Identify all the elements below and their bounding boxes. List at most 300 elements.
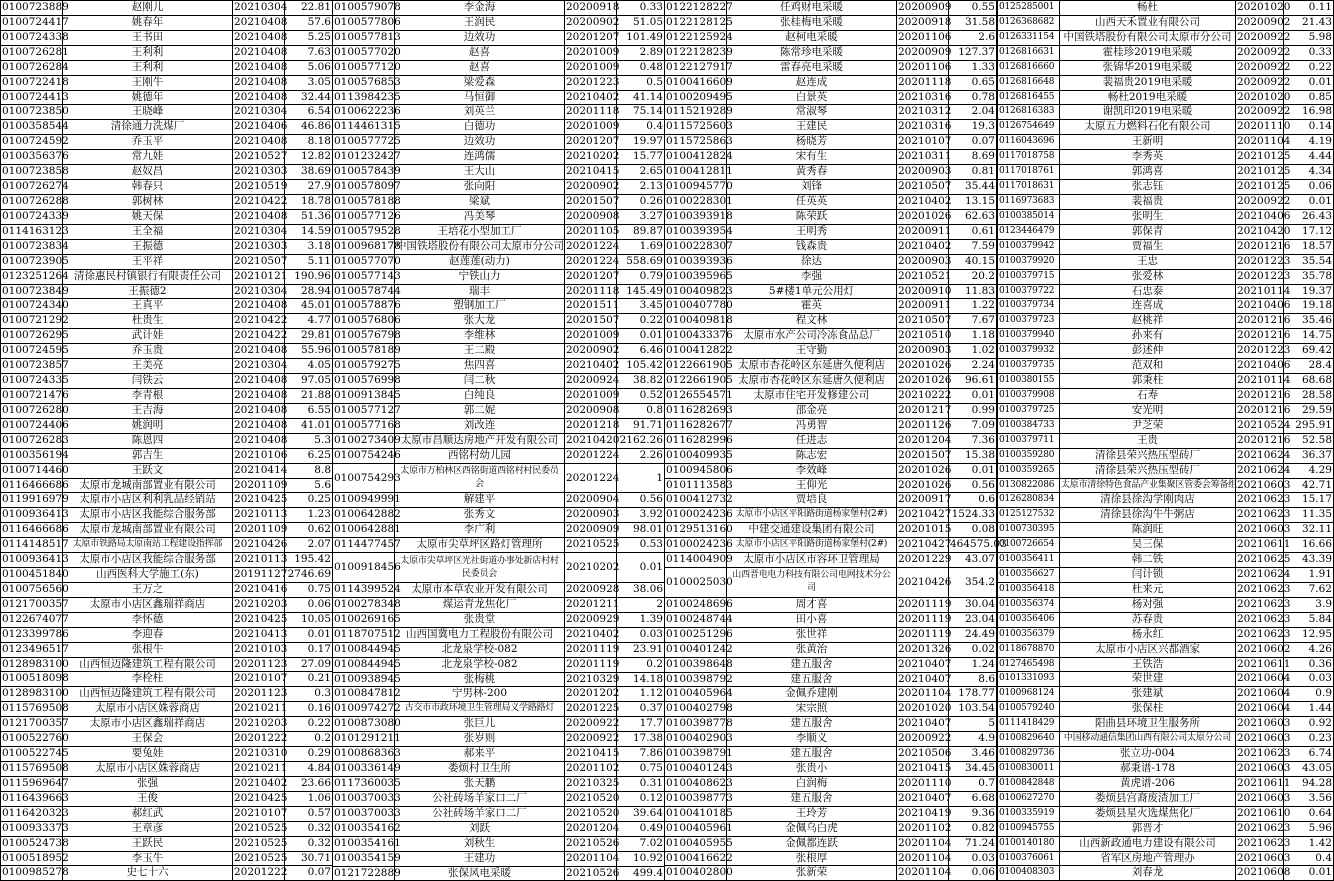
account-id-cell[interactable]: 0118707512 xyxy=(333,627,395,642)
customer-name-cell[interactable]: 赵桃祥 xyxy=(1060,314,1236,329)
date-cell[interactable]: 20200909 xyxy=(897,45,949,60)
customer-name-cell[interactable]: 张立功-004 xyxy=(1060,747,1236,762)
date-cell[interactable]: 20210107 xyxy=(233,806,285,821)
value-cell[interactable]: 0.32 xyxy=(285,836,333,851)
customer-name-cell[interactable]: 闫二秋 xyxy=(395,374,565,389)
account-id-cell[interactable]: 0100409935 xyxy=(665,448,727,463)
date-cell[interactable]: 20210420 xyxy=(565,433,617,448)
customer-name-cell[interactable]: 杜贵生 xyxy=(63,314,233,329)
customer-name-cell[interactable]: 清徐通力洗煤厂 xyxy=(63,120,233,135)
value-cell[interactable]: 69.42 xyxy=(1284,344,1334,359)
date-cell[interactable]: 20210408 xyxy=(233,135,285,150)
customer-name-cell[interactable]: 山西医科大学施工(东) xyxy=(63,568,233,583)
customer-name-cell[interactable]: 王培花小型加工厂 xyxy=(395,224,565,239)
date-cell[interactable]: 20210402 xyxy=(897,194,949,209)
customer-name-cell[interactable]: 太原市小店区平阳路街道杨家堡村(2#) xyxy=(727,538,897,553)
customer-name-cell[interactable]: 郝来平 xyxy=(395,747,565,762)
customer-name-cell[interactable]: 刘跃 xyxy=(395,821,565,836)
account-id-cell[interactable]: 0100642882 xyxy=(333,508,395,523)
account-id-cell[interactable]: 0100577806 xyxy=(333,15,395,30)
account-id-cell[interactable]: 0100385014 xyxy=(998,209,1060,224)
value-cell[interactable]: 35.54 xyxy=(1284,254,1334,269)
date-cell[interactable]: 20201204 xyxy=(565,821,617,836)
customer-name-cell[interactable]: 金佩乔建刚 xyxy=(727,687,897,702)
date-cell[interactable]: 20210526 xyxy=(565,836,617,851)
value-cell[interactable]: 31.58 xyxy=(949,15,997,30)
value-cell[interactable]: 8.18 xyxy=(285,135,333,150)
date-cell[interactable]: 20210211 xyxy=(233,702,285,717)
customer-name-cell[interactable]: 马恒御 xyxy=(395,90,565,105)
customer-name-cell[interactable]: 刘改连 xyxy=(395,418,565,433)
customer-name-cell[interactable]: 姚天保 xyxy=(63,209,233,224)
customer-name-cell[interactable]: 郭树林 xyxy=(63,194,233,209)
value-cell[interactable]: 94.28 xyxy=(1284,776,1334,791)
date-cell[interactable]: 20201118 xyxy=(897,75,949,90)
customer-name-cell[interactable]: 赵莲莲(动力) xyxy=(395,254,565,269)
date-cell[interactable]: 20201207 xyxy=(565,135,617,150)
date-cell[interactable]: 20210422 xyxy=(233,194,285,209)
account-id-cell[interactable]: 0114477457 xyxy=(333,538,395,553)
date-cell[interactable]: 20210507 xyxy=(233,254,285,269)
value-cell[interactable]: 0.06 xyxy=(1284,180,1334,195)
customer-name-cell[interactable]: 赵奴昌 xyxy=(63,165,233,180)
account-id-cell[interactable]: 0100358544 xyxy=(1,120,63,135)
account-id-cell[interactable]: 0116282996 xyxy=(665,433,727,448)
value-cell[interactable]: 1.02 xyxy=(949,344,997,359)
date-cell[interactable]: 20210425 xyxy=(233,612,285,627)
value-cell[interactable]: 35.78 xyxy=(1284,269,1334,284)
date-cell[interactable]: 20210603 xyxy=(1236,717,1284,732)
value-cell[interactable]: 1.39 xyxy=(617,612,665,627)
value-cell[interactable]: 178.77 xyxy=(949,687,997,702)
customer-name-cell[interactable]: 刘英兰 xyxy=(395,105,565,120)
customer-name-cell[interactable]: 邵金亮 xyxy=(727,403,897,418)
customer-name-cell[interactable]: 裴福贵 xyxy=(1060,194,1236,209)
customer-name-cell[interactable]: 钱森贵 xyxy=(727,239,897,254)
date-cell[interactable]: 20210310 xyxy=(233,747,285,762)
value-cell[interactable]: 43.39 xyxy=(1284,553,1334,568)
value-cell[interactable]: 2.89 xyxy=(617,45,665,60)
date-cell[interactable]: 20210329 xyxy=(565,672,617,687)
account-id-cell[interactable]: 0100723834 xyxy=(1,239,63,254)
date-cell[interactable]: 20210407 xyxy=(897,717,949,732)
customer-name-cell[interactable]: 阳曲县环境卫生服务所 xyxy=(1060,717,1236,732)
date-cell[interactable]: 20210202 xyxy=(565,150,617,165)
value-cell[interactable]: 0.4 xyxy=(1284,851,1334,866)
account-id-cell[interactable]: 0100405961 xyxy=(665,821,727,836)
account-id-cell[interactable]: 0100024236 xyxy=(665,538,727,553)
account-id-cell[interactable]: 0100402798 xyxy=(665,702,727,717)
date-cell[interactable]: 20201104 xyxy=(897,866,949,881)
date-cell[interactable]: 20210603 xyxy=(1236,732,1284,747)
customer-name-cell[interactable]: 杨永红 xyxy=(1060,627,1236,642)
customer-name-cell[interactable]: 王俊 xyxy=(63,791,233,806)
value-cell[interactable]: 0.06 xyxy=(949,866,997,881)
value-cell[interactable]: 3.05 xyxy=(285,75,333,90)
value-cell[interactable]: 29.81 xyxy=(285,329,333,344)
customer-name-cell[interactable]: 张大龙 xyxy=(395,314,565,329)
customer-name-cell[interactable]: 西铭村幼儿园 xyxy=(395,448,565,463)
value-cell[interactable]: 14.59 xyxy=(285,224,333,239)
date-cell[interactable]: 20200922 xyxy=(897,732,949,747)
customer-name-cell[interactable]: 梁爱森 xyxy=(395,75,565,90)
value-cell[interactable]: 71.24 xyxy=(949,836,997,851)
date-cell[interactable]: 20210611 xyxy=(1236,776,1284,791)
customer-name-cell[interactable]: 黄虎谱-206 xyxy=(1060,776,1236,791)
customer-name-cell[interactable]: 建五服舍 xyxy=(727,791,897,806)
value-cell[interactable]: 6.25 xyxy=(285,448,333,463)
customer-name-cell[interactable]: 王利利 xyxy=(63,60,233,75)
account-id-cell[interactable]: 0125285001 xyxy=(998,1,1060,16)
date-cell[interactable]: 20210521 xyxy=(897,269,949,284)
value-cell[interactable]: 0.2 xyxy=(285,732,333,747)
customer-name-cell[interactable]: 李效峰 xyxy=(727,463,897,478)
account-id-cell[interactable]: 0100578097 xyxy=(333,180,395,195)
date-cell[interactable]: 20210422 xyxy=(233,314,285,329)
customer-name-cell[interactable]: 瑞丰 xyxy=(395,284,565,299)
date-cell[interactable]: 20210416 xyxy=(233,582,285,597)
value-cell[interactable]: 0.99 xyxy=(949,403,997,418)
account-id-cell[interactable]: 0100384733 xyxy=(998,418,1060,433)
account-id-cell[interactable]: 0100356374 xyxy=(998,597,1060,612)
customer-name-cell[interactable]: 孙来有 xyxy=(1060,329,1236,344)
account-id-cell[interactable]: 0100913845 xyxy=(333,388,395,403)
account-id-cell[interactable]: 0100726280 xyxy=(1,403,63,418)
account-id-cell[interactable]: 0100722418 xyxy=(1,75,63,90)
value-cell[interactable]: 1.33 xyxy=(949,60,997,75)
account-id-cell[interactable]: 0116420323 xyxy=(1,806,63,821)
account-id-cell[interactable]: 0126754649 xyxy=(998,120,1060,135)
customer-name-cell[interactable]: 畅杜 xyxy=(1060,1,1236,16)
date-cell[interactable]: 20210407 xyxy=(897,791,949,806)
account-id-cell[interactable]: 0100579275 xyxy=(333,359,395,374)
date-cell[interactable]: 20201119 xyxy=(897,597,949,612)
value-cell[interactable]: 4.26 xyxy=(1284,642,1334,657)
customer-name-cell[interactable]: 张爱林 xyxy=(1060,269,1236,284)
customer-name-cell[interactable]: 张根牛 xyxy=(63,642,233,657)
customer-name-cell[interactable]: 王振德 xyxy=(63,239,233,254)
customer-name-cell[interactable]: 张天鹏 xyxy=(395,776,565,791)
value-cell[interactable]: 4.05 xyxy=(285,359,333,374)
customer-name-cell[interactable]: 徐达 xyxy=(727,254,897,269)
account-id-cell[interactable]: 0100577127 xyxy=(333,403,395,418)
customer-name-cell[interactable]: 清徐县徐沟学刚肉店 xyxy=(1060,493,1236,508)
date-cell[interactable]: 20201009 xyxy=(565,329,617,344)
account-id-cell[interactable]: 0100868363 xyxy=(333,747,395,762)
value-cell[interactable]: 190.96 xyxy=(285,269,333,284)
account-id-cell[interactable]: 0100968124 xyxy=(998,687,1060,702)
customer-name-cell[interactable]: 王晓峰 xyxy=(63,105,233,120)
account-id-cell[interactable]: 0100730395 xyxy=(998,523,1060,538)
date-cell[interactable]: 20210604 xyxy=(1236,687,1284,702)
date-cell[interactable]: 20210408 xyxy=(233,75,285,90)
date-cell[interactable]: 20210316 xyxy=(897,120,949,135)
account-id-cell[interactable]: 0100370033 xyxy=(333,791,395,806)
date-cell[interactable]: 20210202 xyxy=(565,553,617,583)
date-cell[interactable]: 20201207 xyxy=(565,30,617,45)
value-cell[interactable]: 0.6 xyxy=(949,493,997,508)
date-cell[interactable]: 20210525 xyxy=(233,836,285,851)
account-id-cell[interactable]: 0100726281 xyxy=(1,45,63,60)
value-cell[interactable]: 3.9 xyxy=(1284,597,1334,612)
value-cell[interactable]: 16.98 xyxy=(1284,105,1334,120)
value-cell[interactable]: 5.11 xyxy=(285,254,333,269)
value-cell[interactable]: 0.7 xyxy=(949,776,997,791)
date-cell[interactable]: 20210524 xyxy=(1236,418,1284,433)
account-id-cell[interactable]: 0100416609 xyxy=(665,75,727,90)
value-cell[interactable]: 55.96 xyxy=(285,344,333,359)
value-cell[interactable]: 15.77 xyxy=(617,150,665,165)
account-id-cell[interactable]: 0100412732 xyxy=(665,493,727,508)
value-cell[interactable]: 14.75 xyxy=(1284,329,1334,344)
account-id-cell[interactable]: 0100228307 xyxy=(665,239,727,254)
account-id-cell[interactable]: 0100578189 xyxy=(333,344,395,359)
value-cell[interactable]: 101.49 xyxy=(617,30,665,45)
account-id-cell[interactable]: 0100577120 xyxy=(333,60,395,75)
customer-name-cell[interactable]: 王贵 xyxy=(1060,433,1236,448)
customer-name-cell[interactable]: 王平祥 xyxy=(63,254,233,269)
customer-name-cell[interactable]: 山西天禾置业有限公司 xyxy=(1060,15,1236,30)
customer-name-cell[interactable]: 太原市杏花岭区东延唐久便利店 xyxy=(727,359,897,374)
value-cell[interactable]: 97.05 xyxy=(285,374,333,389)
customer-name-cell[interactable]: 太原市铁路局太原南站工程建设指挥部 xyxy=(63,538,233,553)
date-cell[interactable]: 20210325 xyxy=(565,776,617,791)
customer-name-cell[interactable]: 清徐县荣兴热压型砖厂 xyxy=(1060,448,1236,463)
account-id-cell[interactable]: 0100379723 xyxy=(998,314,1060,329)
value-cell[interactable]: 0.61 xyxy=(949,224,997,239)
value-cell[interactable]: 2.07 xyxy=(285,538,333,553)
date-cell[interactable]: 20210203 xyxy=(233,717,285,732)
customer-name-cell[interactable]: 杨对强 xyxy=(1060,597,1236,612)
date-cell[interactable]: 20210402 xyxy=(565,627,617,642)
account-id-cell[interactable]: 0101291211 xyxy=(333,732,395,747)
customer-name-cell[interactable]: 李栓柱 xyxy=(63,672,233,687)
value-cell[interactable]: 0.3 xyxy=(285,687,333,702)
date-cell[interactable]: 20201119 xyxy=(565,657,617,672)
date-cell[interactable]: 20201110 xyxy=(897,776,949,791)
customer-name-cell[interactable]: 要兔娃 xyxy=(63,747,233,762)
customer-name-cell[interactable]: 王建功 xyxy=(395,851,565,866)
account-id-cell[interactable]: 0100356194 xyxy=(1,448,63,463)
customer-name-cell[interactable]: 姚润明 xyxy=(63,418,233,433)
value-cell[interactable]: 12.82 xyxy=(285,150,333,165)
customer-name-cell[interactable]: 张向阳 xyxy=(395,180,565,195)
customer-name-cell[interactable]: 任鸡财电采暖 xyxy=(727,1,897,16)
customer-name-cell[interactable]: 太原市小店区平阳路街道杨家堡村(2#) xyxy=(727,508,897,523)
value-cell[interactable]: 0.36 xyxy=(1284,657,1334,672)
date-cell[interactable]: 20210603 xyxy=(1236,523,1284,538)
value-cell[interactable]: 0.22 xyxy=(1284,60,1334,75)
account-id-cell[interactable]: 0100726654 xyxy=(998,538,1060,553)
value-cell[interactable]: 0.25 xyxy=(285,493,333,508)
value-cell[interactable]: 18.57 xyxy=(1284,239,1334,254)
account-id-cell[interactable]: 0100370033 xyxy=(333,806,395,821)
customer-name-cell[interactable]: 金佩都连跃 xyxy=(727,836,897,851)
value-cell[interactable]: 20.2 xyxy=(949,269,997,284)
date-cell[interactable]: 20201224 xyxy=(565,448,617,463)
value-cell[interactable]: 7.86 xyxy=(617,747,665,762)
customer-name-cell[interactable]: 周才喜 xyxy=(727,597,897,612)
customer-name-cell[interactable]: 公社砖场羊家口二厂 xyxy=(395,806,565,821)
customer-name-cell[interactable]: 中建交通建设集团有限公司 xyxy=(727,523,897,538)
account-id-cell[interactable]: 0100724339 xyxy=(1,209,63,224)
account-id-cell[interactable]: 0100395965 xyxy=(665,269,727,284)
account-id-cell[interactable]: 0100410185 xyxy=(665,806,727,821)
customer-name-cell[interactable]: 陈恩四 xyxy=(63,433,233,448)
customer-name-cell[interactable]: 山西恒迈隆建筑工程有限公司 xyxy=(63,687,233,702)
customer-name-cell[interactable]: 赵刚儿 xyxy=(63,1,233,16)
date-cell[interactable]: 20201207 xyxy=(565,269,617,284)
value-cell[interactable]: 27.09 xyxy=(285,657,333,672)
value-cell[interactable]: 1.18 xyxy=(949,329,997,344)
date-cell[interactable]: 20201224 xyxy=(565,239,617,254)
value-cell[interactable]: 0.75 xyxy=(285,582,333,597)
value-cell[interactable]: 0.12 xyxy=(617,791,665,806)
account-id-cell[interactable]: 0100577813 xyxy=(333,30,395,45)
date-cell[interactable]: 20210623 xyxy=(1236,836,1284,851)
customer-name-cell[interactable]: 太原市小店区利利乳品经销站 xyxy=(63,493,233,508)
customer-name-cell[interactable]: 王二殿 xyxy=(395,344,565,359)
date-cell[interactable]: 20200903 xyxy=(897,165,949,180)
account-id-cell[interactable]: 0100379734 xyxy=(998,299,1060,314)
date-cell[interactable]: 20210506 xyxy=(897,747,949,762)
date-cell[interactable]: 20210408 xyxy=(233,374,285,389)
value-cell[interactable]: 2.24 xyxy=(949,359,997,374)
value-cell[interactable]: 4.9 xyxy=(949,732,997,747)
date-cell[interactable]: 20200918 xyxy=(565,1,617,16)
customer-name-cell[interactable]: 王新明 xyxy=(1060,135,1236,150)
account-id-cell[interactable]: 0129513160 xyxy=(665,523,727,538)
account-id-cell[interactable]: 0100407780 xyxy=(665,299,727,314)
account-id-cell[interactable]: 0100577126 xyxy=(333,209,395,224)
account-id-cell[interactable]: 0115969647 xyxy=(1,776,63,791)
value-cell[interactable]: 0.07 xyxy=(949,135,997,150)
customer-name-cell[interactable]: 范双和 xyxy=(1060,359,1236,374)
value-cell[interactable]: 5.96 xyxy=(1284,821,1334,836)
customer-name-cell[interactable]: 焦四喜 xyxy=(395,359,565,374)
account-id-cell[interactable]: 0100576806 xyxy=(333,314,395,329)
customer-name-cell[interactable]: 煤运青龙焦化厂 xyxy=(395,597,565,612)
value-cell[interactable]: 23.66 xyxy=(285,776,333,791)
date-cell[interactable]: 20210415 xyxy=(565,747,617,762)
date-cell[interactable]: 20210304 xyxy=(233,1,285,16)
date-cell[interactable]: 20201110 xyxy=(1236,120,1284,135)
account-id-cell[interactable]: 0116466686 xyxy=(1,478,63,493)
customer-name-cell[interactable]: 张世祥 xyxy=(727,627,897,642)
account-id-cell[interactable]: 0100724335 xyxy=(1,374,63,389)
account-id-cell[interactable]: 0100724595 xyxy=(1,344,63,359)
date-cell[interactable]: 20210623 xyxy=(1236,747,1284,762)
value-cell[interactable]: 2 xyxy=(617,597,665,612)
date-cell[interactable]: 20200908 xyxy=(565,403,617,418)
value-cell[interactable]: 1.12 xyxy=(617,687,665,702)
value-cell[interactable]: 0.92 xyxy=(1284,717,1334,732)
customer-name-cell[interactable]: 李金海 xyxy=(395,1,565,16)
value-cell[interactable]: 28.94 xyxy=(285,284,333,299)
account-id-cell[interactable]: 0100723850 xyxy=(1,105,63,120)
value-cell[interactable]: 28.4 xyxy=(1284,359,1334,374)
account-id-cell[interactable]: 0100726274 xyxy=(1,180,63,195)
date-cell[interactable]: 20200922 xyxy=(1236,60,1284,75)
value-cell[interactable]: 0.85 xyxy=(1284,90,1334,105)
customer-name-cell[interactable]: 韩二铁 xyxy=(1060,553,1236,568)
account-id-cell[interactable]: 0130822086 xyxy=(998,478,1060,493)
customer-name-cell[interactable]: 程文林 xyxy=(727,314,897,329)
value-cell[interactable]: 38.06 xyxy=(617,582,665,597)
customer-name-cell[interactable]: 李顺义 xyxy=(727,732,897,747)
account-id-cell[interactable]: 0100356418 xyxy=(998,582,1060,597)
account-id-cell[interactable]: 0100140180 xyxy=(998,836,1060,851)
customer-name-cell[interactable]: 太原市小店区兴都酒家 xyxy=(1060,642,1236,657)
account-id-cell[interactable]: 0126280834 xyxy=(998,493,1060,508)
customer-name-cell[interactable]: 山西新政通电力建设有限公司 xyxy=(1060,836,1236,851)
account-id-cell[interactable]: 0126816648 xyxy=(998,75,1060,90)
customer-name-cell[interactable]: 田小喜 xyxy=(727,612,897,627)
account-id-cell[interactable]: 0123446479 xyxy=(998,224,1060,239)
account-id-cell[interactable]: 0114461315 xyxy=(333,120,395,135)
account-id-cell[interactable]: 0100412824 xyxy=(665,150,727,165)
account-id-cell[interactable]: 0114399524 xyxy=(333,582,395,597)
date-cell[interactable]: 20201015 xyxy=(897,523,949,538)
date-cell[interactable]: 20200922 xyxy=(1236,105,1284,120)
account-id-cell[interactable]: 0100842848 xyxy=(998,776,1060,791)
value-cell[interactable]: 41.01 xyxy=(285,418,333,433)
customer-name-cell[interactable]: 李迎春 xyxy=(63,627,233,642)
account-id-cell[interactable]: 0100398778 xyxy=(665,717,727,732)
account-id-cell[interactable]: 0126816383 xyxy=(998,105,1060,120)
date-cell[interactable]: 20201218 xyxy=(565,418,617,433)
date-cell[interactable]: 20210303 xyxy=(233,239,285,254)
account-id-cell[interactable]: 0100724417 xyxy=(1,15,63,30)
date-cell[interactable]: 20210125 xyxy=(1236,150,1284,165)
customer-name-cell[interactable]: 贾福生 xyxy=(1060,239,1236,254)
date-cell[interactable]: 20210406 xyxy=(1236,209,1284,224)
date-cell[interactable]: 20210525 xyxy=(233,821,285,836)
customer-name-cell[interactable]: 张锦华2019电采暖 xyxy=(1060,60,1236,75)
value-cell[interactable]: 1.44 xyxy=(1284,702,1334,717)
date-cell[interactable]: 20201118 xyxy=(565,105,617,120)
customer-name-cell[interactable]: 王利利 xyxy=(63,45,233,60)
account-id-cell[interactable]: 0100724406 xyxy=(1,418,63,433)
value-cell[interactable]: 17.38 xyxy=(617,732,665,747)
date-cell[interactable]: 20201109 xyxy=(233,478,285,493)
account-id-cell[interactable]: 0126331154 xyxy=(998,30,1060,45)
value-cell[interactable]: 8.69 xyxy=(949,150,997,165)
customer-name-cell[interactable]: 太原市龙城南部置业有限公司 xyxy=(63,523,233,538)
customer-name-cell[interactable]: 王铁浩 xyxy=(1060,657,1236,672)
date-cell[interactable]: 20201225 xyxy=(565,702,617,717)
customer-name-cell[interactable]: 连鸿儒 xyxy=(395,150,565,165)
account-id-cell[interactable]: 0100578744 xyxy=(333,284,395,299)
value-cell[interactable]: 11.35 xyxy=(1284,508,1334,523)
date-cell[interactable]: 20210103 xyxy=(233,642,285,657)
date-cell[interactable]: 20201109 xyxy=(233,523,285,538)
date-cell[interactable]: 20200922 xyxy=(565,717,617,732)
date-cell[interactable]: 20210406 xyxy=(1236,299,1284,314)
value-cell[interactable]: 8.8 xyxy=(285,463,333,478)
value-cell[interactable]: 57.6 xyxy=(285,15,333,30)
date-cell[interactable]: 20201026 xyxy=(897,209,949,224)
value-cell[interactable]: 0.21 xyxy=(285,672,333,687)
date-cell[interactable]: 20201216 xyxy=(1236,403,1284,418)
value-cell[interactable]: 98.01 xyxy=(617,523,665,538)
customer-name-cell[interactable]: 太原市小店区市容环卫管理局 xyxy=(727,553,897,568)
date-cell[interactable]: 20201026 xyxy=(897,374,949,389)
value-cell[interactable]: 2162.26 xyxy=(617,433,665,448)
date-cell[interactable]: 20210603 xyxy=(1236,851,1284,866)
date-cell[interactable]: 20201217 xyxy=(897,403,949,418)
account-id-cell[interactable]: 0100844945 xyxy=(333,657,395,672)
